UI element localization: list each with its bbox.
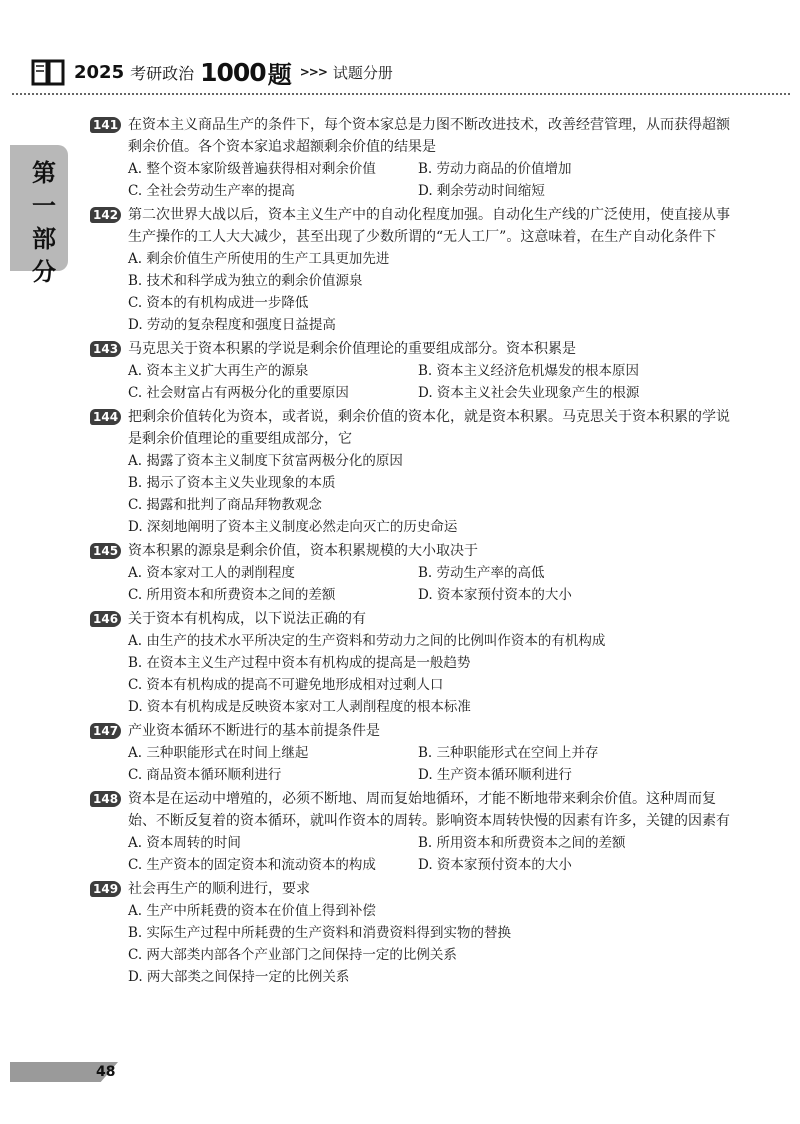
option-b: B. 揭示了资本主义失业现象的本质 (128, 475, 336, 491)
option-d: D. 剩余劳动时间缩短 (418, 183, 545, 199)
option-b: B. 实际生产过程中所耗费的生产资料和消费资料得到实物的替换 (128, 925, 512, 941)
option-c: C. 生产资本的固定资本和流动资本的构成 (128, 857, 376, 873)
options (92, 450, 732, 538)
question-stem (92, 540, 732, 562)
options (92, 832, 732, 876)
header-arrows: >>> (299, 65, 327, 79)
question-141 (92, 114, 732, 202)
option-b: B. 资本主义经济危机爆发的根本原因 (418, 363, 640, 379)
option-d: D. 两大部类之间保持一定的比例关系 (128, 969, 350, 985)
question-stem (92, 788, 732, 832)
book-icon (30, 57, 66, 87)
question-stem (92, 406, 732, 450)
question-number-badge: 149 (90, 881, 121, 897)
question-stem-text: 产业资本循环不断进行的基本前提条件是 (128, 723, 380, 739)
question-stem (92, 114, 732, 158)
option-c: C. 全社会劳动生产率的提高 (128, 183, 295, 199)
question-stem-text: 资本积累的源泉是剩余价值，资本积累规模的大小取决于 (128, 543, 478, 559)
options (92, 158, 732, 202)
options (92, 248, 732, 336)
question-144 (92, 406, 732, 538)
question-stem-text: 马克思关于资本积累的学说是剩余价值理论的重要组成部分。资本积累是 (128, 341, 576, 357)
question-149 (92, 878, 732, 988)
question-number-badge: 145 (90, 543, 121, 559)
header-divider (12, 93, 790, 95)
option-d: D. 资本家预付资本的大小 (418, 587, 572, 603)
option-d: D. 资本家预付资本的大小 (418, 857, 572, 873)
question-number-badge: 146 (90, 611, 121, 627)
option-a: A. 剩余价值生产所使用的生产工具更加先进 (128, 251, 390, 267)
question-stem (92, 608, 732, 630)
option-a: A. 揭露了资本主义制度下贫富两极分化的原因 (128, 453, 403, 469)
option-a: A. 整个资本家阶级普遍获得相对剩余价值 (128, 161, 376, 177)
option-c: C. 资本有机构成的提高不可避免地形成相对过剩人口 (128, 677, 444, 693)
option-b: B. 劳动生产率的高低 (418, 565, 545, 581)
header-subject: 考研政治 (130, 63, 195, 83)
page-number: 48 (96, 1064, 116, 1080)
question-stem (92, 204, 732, 248)
section-tab (10, 145, 68, 286)
header-year: 2025 (74, 61, 125, 83)
option-d: D. 深刻地阐明了资本主义制度必然走向灭亡的历史命运 (128, 519, 458, 535)
question-stem-text: 第二次世界大战以后，资本主义生产中的自动化程度加强。自动化生产线的广泛使用，使直接从事生产操作的工人大大减少，甚至出现了少数所谓的“无人工厂”。这意味着，在生产自动化条件下 (128, 207, 730, 245)
question-list (92, 114, 732, 990)
question-number-badge: 143 (90, 341, 121, 357)
question-142 (92, 204, 732, 336)
option-b: B. 技术和科学成为独立的剩余价值源泉 (128, 273, 363, 289)
options (92, 900, 732, 988)
section-tab-label: 第一部分 (32, 159, 56, 286)
header-book-title: 试题分册 (332, 63, 393, 82)
options (92, 742, 732, 786)
question-stem-text: 在资本主义商品生产的条件下，每个资本家总是力图不断改进技术，改善经营管理，从而获得超额剩余价值。各个资本家追求超额剩余价值的结果是 (128, 117, 730, 155)
option-a: A. 生产中所耗费的资本在价值上得到补偿 (128, 903, 376, 919)
question-number-badge: 147 (90, 723, 121, 739)
option-a: A. 资本周转的时间 (128, 835, 241, 851)
question-stem-text: 把剩余价值转化为资本，或者说，剩余价值的资本化，就是资本积累。马克思关于资本积累的学说是剩余价值理论的重要组成部分，它 (128, 409, 730, 447)
header-count: 1000 (200, 57, 266, 87)
option-d: D. 劳动的复杂程度和强度日益提高 (128, 317, 336, 333)
question-145 (92, 540, 732, 606)
question-stem (92, 878, 732, 900)
question-147 (92, 720, 732, 786)
option-b: B. 在资本主义生产过程中资本有机构成的提高是一般趋势 (128, 655, 471, 671)
option-d: D. 资本主义社会失业现象产生的根源 (418, 385, 640, 401)
option-d: D. 资本有机构成是反映资本家对工人剥削程度的根本标准 (128, 699, 471, 715)
option-c: C. 揭露和批判了商品拜物教观念 (128, 497, 322, 513)
page-header (30, 55, 393, 89)
option-b: B. 劳动力商品的价值增加 (418, 161, 572, 177)
option-a: A. 资本家对工人的剥削程度 (128, 565, 295, 581)
question-stem (92, 338, 732, 360)
option-a: A. 三种职能形式在时间上继起 (128, 745, 309, 761)
question-number-badge: 144 (90, 409, 121, 425)
header-ti: 题 (267, 60, 292, 89)
options (92, 562, 732, 606)
question-143 (92, 338, 732, 404)
option-b: B. 三种职能形式在空间上并存 (418, 745, 599, 761)
option-d: D. 生产资本循环顺利进行 (418, 767, 572, 783)
question-148 (92, 788, 732, 876)
question-number-badge: 142 (90, 207, 121, 223)
option-c: C. 商品资本循环顺利进行 (128, 767, 282, 783)
question-number-badge: 141 (90, 117, 121, 133)
question-stem-text: 关于资本有机构成，以下说法正确的有 (128, 611, 366, 627)
option-c: C. 所用资本和所费资本之间的差额 (128, 587, 336, 603)
option-b: B. 所用资本和所费资本之间的差额 (418, 835, 626, 851)
question-stem-text: 资本是在运动中增殖的，必须不断地、周而复始地循环，才能不断地带来剩余价值。这种周而复始、不断反复着的资本循环，就叫作资本的周转。影响资本周转快慢的因素有许多，关键的因素有 (128, 791, 730, 829)
option-c: C. 两大部类内部各个产业部门之间保持一定的比例关系 (128, 947, 457, 963)
question-number-badge: 148 (90, 791, 121, 807)
option-c: C. 社会财富占有两极分化的重要原因 (128, 385, 349, 401)
options (92, 630, 732, 718)
question-stem-text: 社会再生产的顺利进行，要求 (128, 881, 310, 897)
option-a: A. 资本主义扩大再生产的源泉 (128, 363, 309, 379)
question-146 (92, 608, 732, 718)
option-a: A. 由生产的技术水平所决定的生产资料和劳动力之间的比例叫作资本的有机构成 (128, 633, 606, 649)
options (92, 360, 732, 404)
question-stem (92, 720, 732, 742)
option-c: C. 资本的有机构成进一步降低 (128, 295, 309, 311)
